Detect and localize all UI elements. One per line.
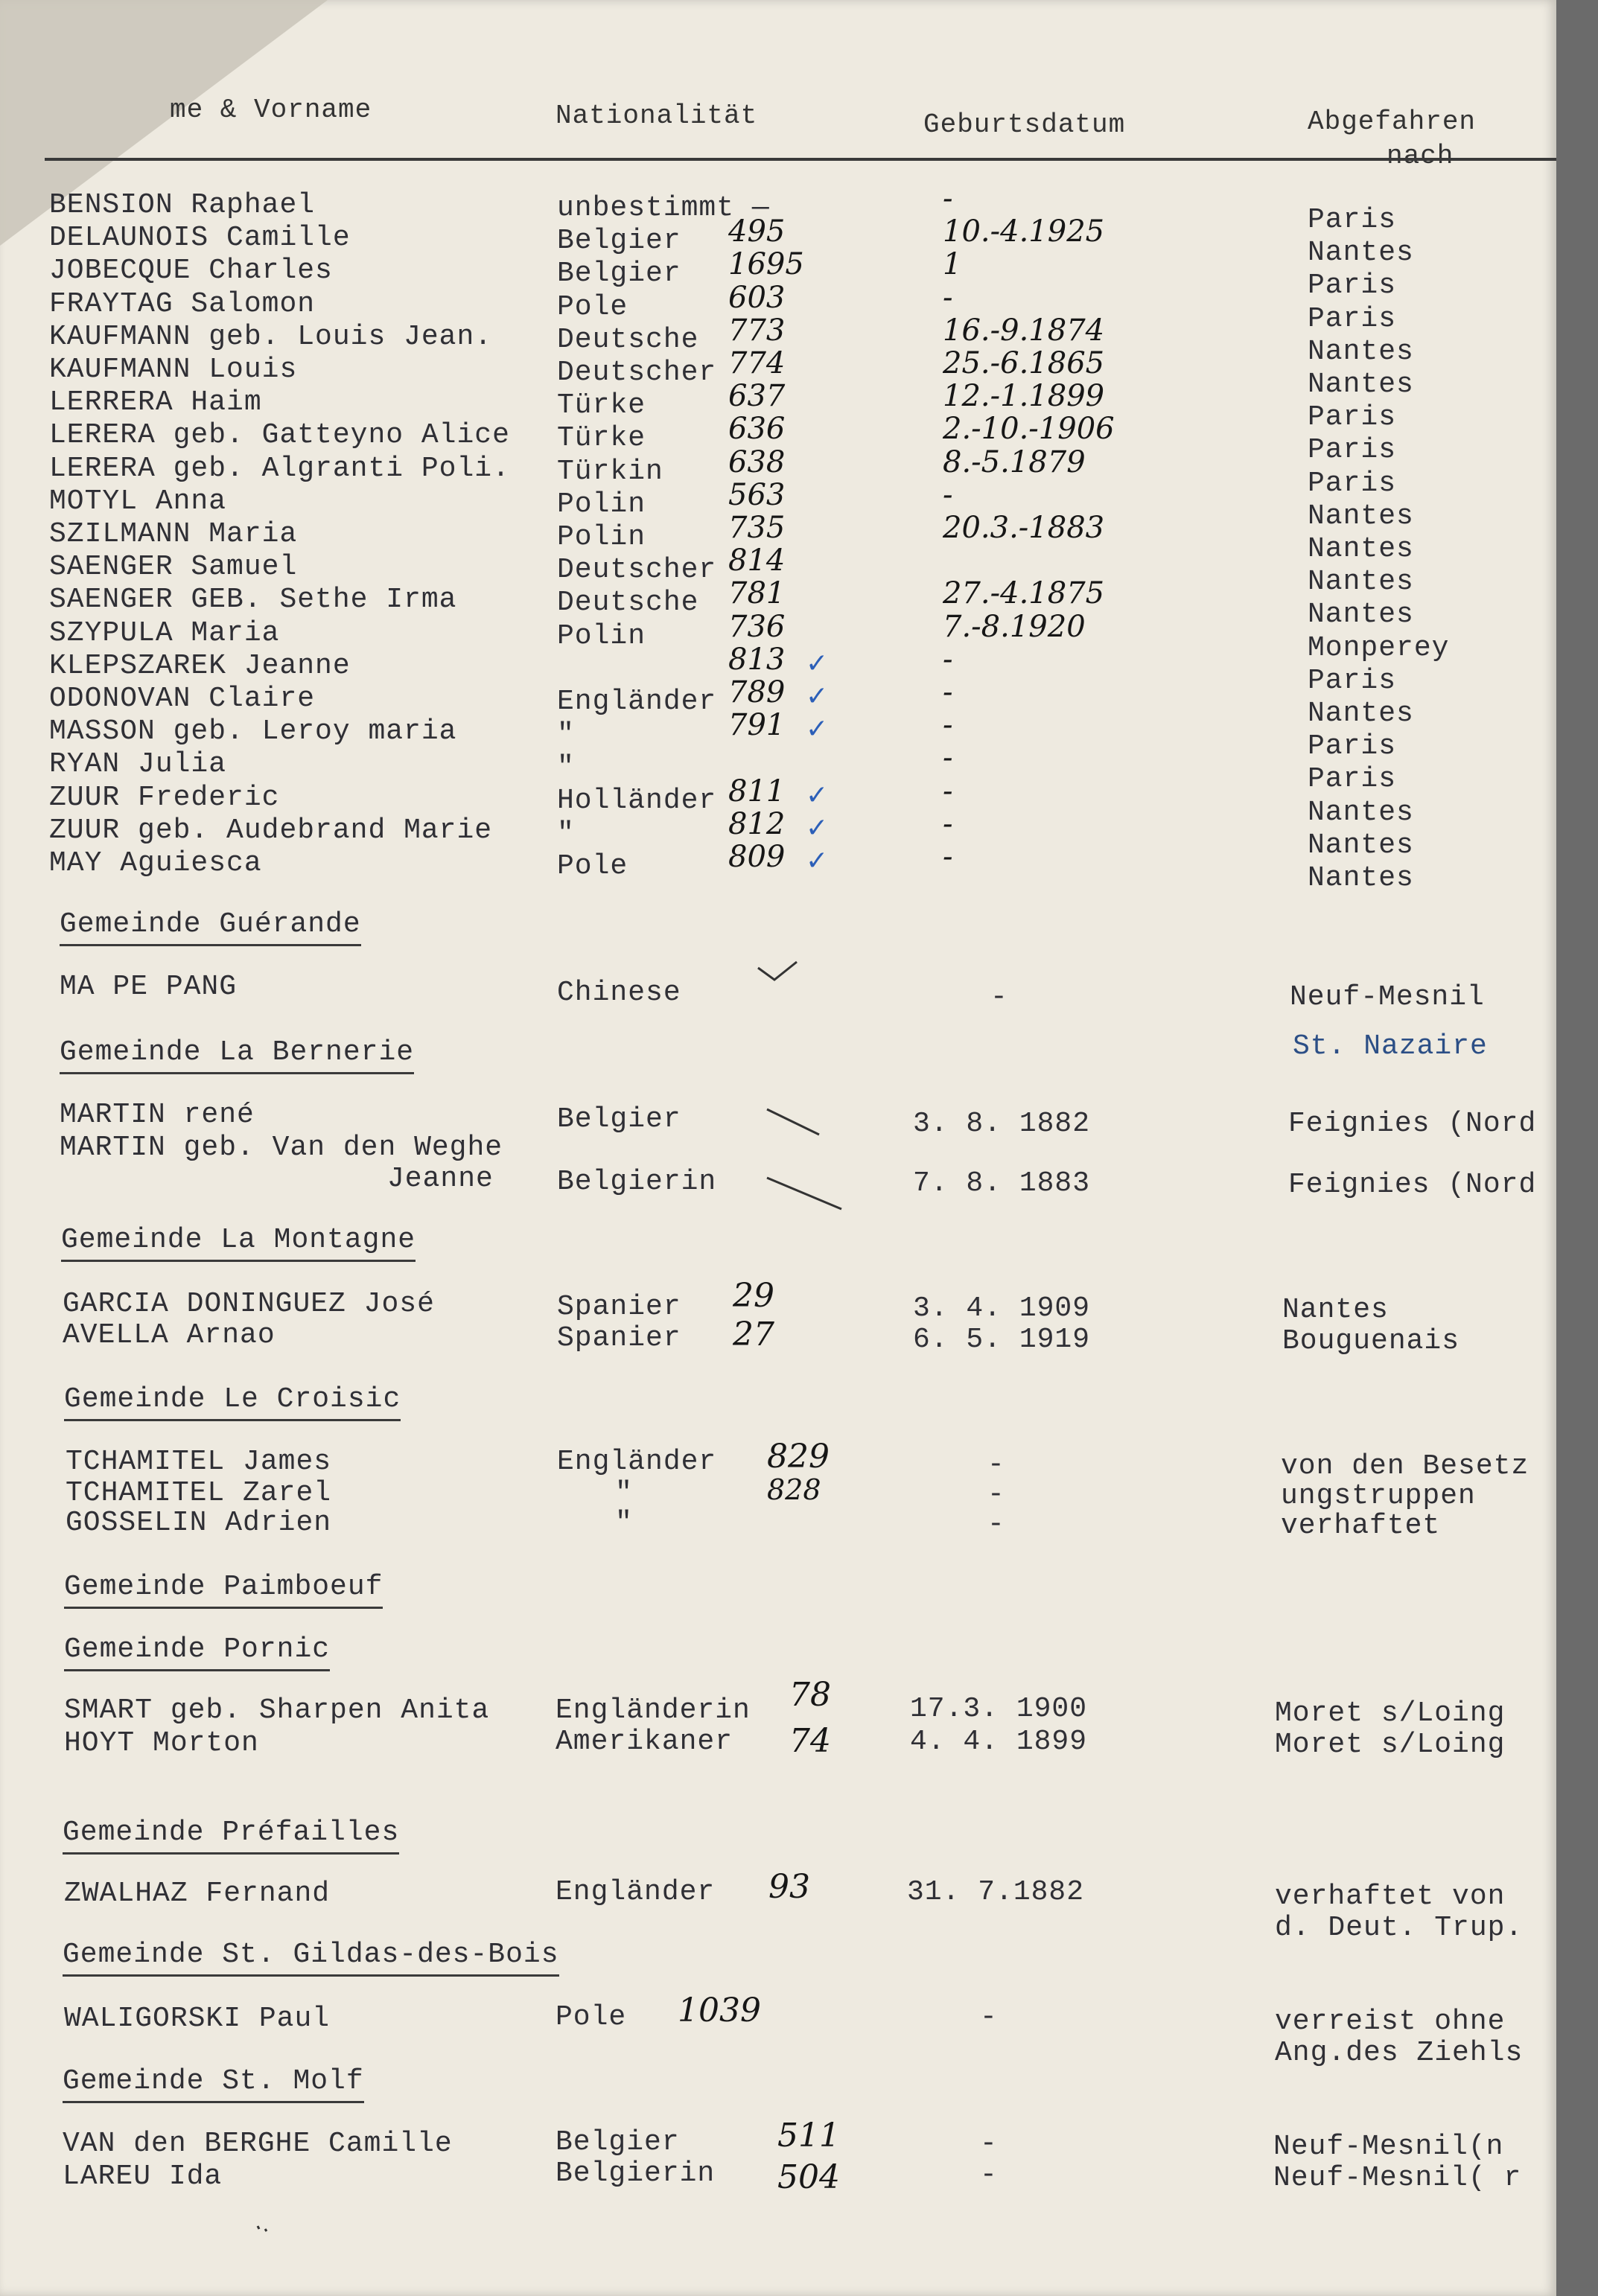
- table-row-nationality: Türke: [557, 389, 646, 421]
- table-row-nationality: Türke: [557, 422, 646, 454]
- table-row-date: -: [943, 840, 953, 874]
- table-row-name: MAY Aguiesca: [49, 847, 262, 879]
- section-title-pornic: Gemeinde Pornic: [64, 1635, 330, 1671]
- table-row-number: 735: [728, 511, 786, 545]
- table-row-date: -: [943, 642, 953, 677]
- table-row-destination: Nantes: [1308, 797, 1414, 829]
- table-row-destination: Feignies (Nord: [1288, 1108, 1537, 1140]
- table-row-date: 1: [943, 247, 962, 281]
- table-row-nationality: Belgier: [557, 225, 681, 257]
- table-row-destination: Feignies (Nord: [1288, 1169, 1537, 1201]
- table-row-nationality: Chinese: [557, 977, 681, 1009]
- table-row-name: LERERA geb. Algranti Poli.: [49, 453, 510, 485]
- table-row-nationality: Engländer: [557, 1446, 717, 1478]
- check-mark-icon: [767, 1178, 841, 1209]
- table-row-number: 829: [767, 1438, 830, 1476]
- table-row-name: SMART geb. Sharpen Anita: [64, 1694, 490, 1726]
- check-mark-icon: ✓: [806, 846, 829, 876]
- table-row-date: 20.3.-1883: [943, 511, 1105, 545]
- table-row-destination: von den Besetz: [1281, 1450, 1529, 1482]
- table-row-date: -: [987, 1449, 1005, 1481]
- table-row-name: LERRERA Haim: [49, 386, 262, 418]
- table-row-name: ODONOVAN Claire: [49, 683, 316, 715]
- table-row-destination: Bouguenais: [1282, 1325, 1460, 1357]
- table-row-destination: Nantes: [1308, 237, 1414, 269]
- table-row-destination: Monperey: [1308, 632, 1450, 664]
- table-row-destination: Nantes: [1308, 862, 1414, 894]
- table-row-nationality: unbestimmt —: [557, 192, 770, 224]
- table-row-number: 1695: [728, 247, 804, 281]
- table-row-number: 828: [767, 1473, 821, 1506]
- table-row-name: GARCIA DONINGUEZ José: [63, 1288, 435, 1320]
- table-row-date: 10.-4.1925: [943, 214, 1105, 249]
- check-mark-icon: ✓: [806, 780, 829, 811]
- table-row-nationality: Belgier: [556, 2126, 680, 2158]
- table-row-destination: Nantes: [1308, 599, 1414, 631]
- table-row-nationality: Pole: [557, 291, 628, 323]
- table-row-nationality: Türkin: [557, 456, 663, 488]
- table-row-number: 74: [789, 1722, 831, 1760]
- table-row-destination: Neuf-Mesnil(n: [1273, 2131, 1504, 2163]
- table-row-destination: Moret s/Loing: [1275, 1697, 1506, 1729]
- table-row-destination: Paris: [1308, 204, 1397, 236]
- table-row-date: -: [943, 182, 953, 216]
- table-row-date: -: [990, 981, 1008, 1013]
- section-title-molf: Gemeinde St. Molf: [63, 2067, 364, 2103]
- table-row-number: 495: [728, 214, 786, 249]
- table-row-destination: Paris: [1308, 665, 1397, 697]
- section-title-bernerie: Gemeinde La Bernerie: [60, 1038, 414, 1074]
- table-row-name: SAENGER GEB. Sethe Irma: [49, 584, 457, 616]
- table-row-nationality: Pole: [556, 2001, 627, 2033]
- table-row-date: -: [980, 2128, 998, 2160]
- table-row-name: MA PE PANG: [60, 971, 238, 1003]
- table-row-nationality: Deutscher: [557, 554, 717, 586]
- header-name: me & Vorname: [170, 95, 372, 125]
- table-row-nationality: ": [557, 718, 575, 750]
- table-row-destination: Nantes: [1282, 1294, 1389, 1326]
- table-row-nationality: Belgier: [557, 258, 681, 290]
- table-row-name: SAENGER Samuel: [49, 551, 298, 583]
- table-row-date: -: [943, 675, 953, 709]
- section-title-guerande: Gemeinde Guérande: [60, 910, 361, 946]
- table-row-nationality: Engländer: [557, 686, 717, 718]
- check-mark-icon: ✓: [806, 681, 829, 712]
- header-destination-2: nach: [1387, 141, 1454, 171]
- table-row-name: KLEPSZAREK Jeanne: [49, 650, 351, 682]
- table-row-destination-continued: Ang.des Ziehls: [1275, 2037, 1524, 2069]
- table-row-date: -: [943, 807, 953, 841]
- table-row-date: 7. 8. 1883: [913, 1167, 1091, 1199]
- table-row-nationality: Spanier: [557, 1322, 681, 1354]
- table-row-number: 504: [777, 2158, 840, 2196]
- table-row-number: 773: [728, 313, 786, 348]
- table-row-destination: ungstruppen: [1281, 1480, 1476, 1512]
- table-row-nationality: Polin: [557, 521, 646, 553]
- table-row-date: 16.-9.1874: [943, 313, 1105, 348]
- check-mark-icon: ✓: [806, 813, 829, 844]
- table-row-number: 791: [728, 708, 786, 742]
- table-row-number: 78: [789, 1676, 831, 1714]
- table-row-date: 3. 4. 1909: [913, 1292, 1091, 1324]
- table-row-destination: verreist ohne: [1275, 2006, 1506, 2038]
- table-row-nationality: Polin: [557, 620, 646, 652]
- table-row-name: MARTIN rené: [60, 1099, 255, 1131]
- table-row-nationality: Pole: [557, 850, 628, 882]
- table-row-name: SZYPULA Maria: [49, 617, 280, 649]
- table-row-destination: Nantes: [1308, 500, 1414, 532]
- table-row-destination: Moret s/Loing: [1275, 1729, 1506, 1761]
- header-rule: [45, 158, 1556, 161]
- table-row-name: MARTIN geb. Van den Weghe: [60, 1132, 503, 1164]
- table-row-date: 31. 7.1882: [907, 1876, 1085, 1908]
- table-row-destination: Nantes: [1308, 533, 1414, 565]
- table-row-number: 774: [728, 346, 786, 380]
- table-row-number: 93: [768, 1868, 810, 1906]
- table-row-nationality: Amerikaner: [556, 1726, 733, 1758]
- table-row-nationality: Holländer: [557, 785, 717, 817]
- section-title-gildas: Gemeinde St. Gildas-des-Bois: [63, 1940, 559, 1977]
- table-row-nationality: ": [615, 1477, 633, 1509]
- table-row-destination: Paris: [1308, 401, 1397, 433]
- table-row-number: 603: [728, 281, 786, 315]
- table-row-destination: Paris: [1308, 730, 1397, 762]
- table-row-date: -: [943, 478, 953, 512]
- ink-dot-icon: [258, 2226, 267, 2231]
- table-row-number: 781: [728, 576, 786, 610]
- table-row-date: 17.3. 1900: [910, 1693, 1088, 1725]
- table-row-number: 814: [728, 543, 786, 578]
- table-row-destination: Neuf-Mesnil( r: [1273, 2162, 1522, 2194]
- table-row-number: 637: [728, 379, 786, 413]
- table-row-date: 6. 5. 1919: [913, 1324, 1091, 1356]
- table-row-name: HOYT Morton: [64, 1727, 259, 1759]
- table-row-date: 7.-8.1920: [943, 610, 1086, 644]
- table-row-destination: Nantes: [1308, 336, 1414, 368]
- table-row-date: -: [980, 2159, 998, 2191]
- table-row-name: ZUUR geb. Audebrand Marie: [49, 814, 493, 846]
- table-row-date: 12.-1.1899: [943, 379, 1105, 413]
- table-row-date: -: [987, 1508, 1005, 1540]
- check-mark-icon: [758, 962, 797, 980]
- table-row-number: 813: [728, 642, 786, 677]
- table-row-number: 811: [728, 774, 786, 809]
- table-row-number: 812: [728, 807, 786, 841]
- table-row-date: -: [943, 281, 953, 315]
- table-row-nationality: ": [557, 751, 575, 783]
- table-row-name: ZWALHAZ Fernand: [64, 1878, 331, 1910]
- section-title-croisic: Gemeinde Le Croisic: [64, 1385, 401, 1421]
- table-row-destination-continued: d. Deut. Trup.: [1275, 1912, 1524, 1944]
- table-row-date: -: [987, 1479, 1005, 1511]
- check-mark-icon: [767, 1109, 819, 1135]
- table-row-number: 809: [728, 840, 786, 874]
- table-row-nationality: Deutsche: [557, 587, 699, 619]
- table-row-nationality: Belgier: [557, 1103, 681, 1135]
- section-title-montagne: Gemeinde La Montagne: [61, 1225, 416, 1262]
- table-row-number: 27: [733, 1316, 774, 1353]
- table-row-name: AVELLA Arnao: [63, 1319, 276, 1351]
- table-row-number: 789: [728, 675, 786, 709]
- table-row-nationality: Engländerin: [556, 1694, 751, 1726]
- table-row-date: -: [943, 708, 953, 742]
- table-row-date: -: [943, 741, 953, 775]
- table-row-date: 4. 4. 1899: [910, 1726, 1088, 1758]
- table-row-date: 27.-4.1875: [943, 576, 1105, 610]
- table-row-name: SZILMANN Maria: [49, 518, 298, 550]
- table-row-name: JOBECQUE Charles: [49, 255, 333, 287]
- table-row-nationality: ": [615, 1507, 633, 1539]
- table-row-name: ZUUR Frederic: [49, 782, 280, 814]
- table-row-name: KAUFMANN geb. Louis Jean.: [49, 321, 493, 353]
- table-row-destination: verhaftet von: [1275, 1881, 1506, 1913]
- table-row-date: 8.-5.1879: [943, 445, 1086, 479]
- table-row-name-continued: Jeanne: [387, 1163, 494, 1195]
- table-row-name: BENSION Raphael: [49, 189, 316, 221]
- table-row-destination: Nantes: [1308, 369, 1414, 401]
- table-row-date: 2.-10.-1906: [943, 412, 1115, 446]
- table-row-nationality: Belgierin: [556, 2158, 716, 2190]
- section-note: St. Nazaire: [1293, 1030, 1488, 1062]
- table-row-name: MASSON geb. Leroy maria: [49, 715, 457, 747]
- table-row-date: -: [943, 774, 953, 809]
- table-row-name: LERERA geb. Gatteyno Alice: [49, 419, 510, 451]
- table-row-name: LAREU Ida: [63, 2161, 223, 2193]
- header-nationality: Nationalität: [556, 101, 758, 131]
- table-row-nationality: Engländer: [556, 1876, 716, 1908]
- table-row-name: GOSSELIN Adrien: [66, 1507, 332, 1539]
- header-destination: Abgefahren: [1308, 106, 1477, 137]
- check-mark-icon: ✓: [806, 714, 829, 744]
- table-row-number: 638: [728, 445, 786, 479]
- table-row-name: TCHAMITEL James: [66, 1446, 332, 1478]
- table-row-name: TCHAMITEL Zarel: [66, 1477, 332, 1509]
- table-row-number: 636: [728, 412, 786, 446]
- table-row-name: VAN den BERGHE Camille: [63, 2128, 453, 2160]
- table-row-name: MOTYL Anna: [49, 485, 227, 517]
- table-row-date: 25.-6.1865: [943, 346, 1105, 380]
- table-row-name: RYAN Julia: [49, 748, 227, 780]
- table-row-number: 736: [728, 610, 786, 644]
- table-row-number: 511: [777, 2117, 840, 2155]
- table-row-nationality: ": [557, 817, 575, 849]
- table-row-number: 29: [733, 1277, 774, 1315]
- table-row-date: -: [980, 2001, 998, 2033]
- table-row-destination: Paris: [1308, 270, 1397, 302]
- table-row-nationality: Belgierin: [557, 1166, 717, 1198]
- table-row-nationality: Deutsche: [557, 324, 699, 356]
- table-row-destination: Nantes: [1308, 566, 1414, 598]
- table-row-name: DELAUNOIS Camille: [49, 222, 351, 254]
- table-row-destination: Paris: [1308, 434, 1397, 466]
- table-row-name: KAUFMANN Louis: [49, 354, 298, 386]
- table-row-destination: Paris: [1308, 763, 1397, 795]
- table-row-number: 1039: [678, 1992, 761, 2029]
- table-row-name: FRAYTAG Salomon: [49, 288, 316, 320]
- header-birthdate: Geburtsdatum: [923, 109, 1126, 140]
- table-row-name: WALIGORSKI Paul: [64, 2003, 331, 2035]
- table-row-destination: Paris: [1308, 468, 1397, 500]
- table-row-destination: verhaftet: [1281, 1510, 1441, 1542]
- table-row-destination: Nantes: [1308, 698, 1414, 730]
- table-row-destination: Neuf-Mesnil: [1290, 981, 1485, 1013]
- table-row-nationality: Polin: [557, 488, 646, 520]
- check-mark-icon: ✓: [806, 648, 829, 679]
- table-row-nationality: Deutscher: [557, 357, 717, 389]
- section-title-prefailles: Gemeinde Préfailles: [63, 1818, 399, 1855]
- table-row-number: 563: [728, 478, 786, 512]
- table-row-destination: Paris: [1308, 303, 1397, 335]
- section-title-paimboeuf: Gemeinde Paimboeuf: [64, 1572, 383, 1609]
- table-row-destination: Nantes: [1308, 829, 1414, 861]
- table-row-date: 3. 8. 1882: [913, 1108, 1091, 1140]
- table-row-nationality: Spanier: [557, 1291, 681, 1323]
